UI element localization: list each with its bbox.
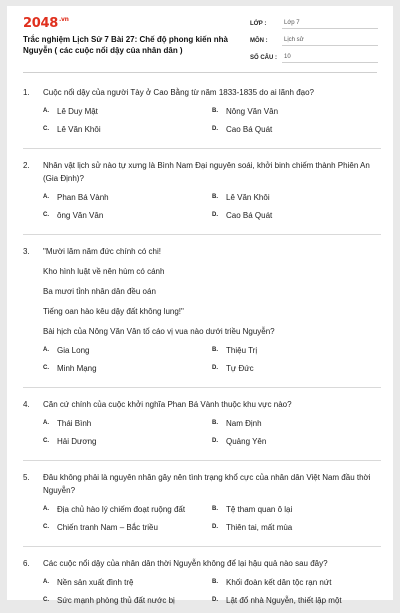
answer-option[interactable] xyxy=(212,595,381,606)
question-list xyxy=(23,76,381,613)
option-letter: D. xyxy=(212,126,218,132)
option-text: Thiên tai, mất mùa xyxy=(226,523,293,532)
answer-option[interactable] xyxy=(43,363,212,374)
question-divider xyxy=(23,546,381,547)
answer-option[interactable] xyxy=(212,192,381,203)
answer-options xyxy=(43,106,381,142)
option-text: Thái Bình xyxy=(57,419,92,428)
answer-option[interactable] xyxy=(212,436,381,447)
meta-label: SỐ CÂU : xyxy=(250,55,277,61)
question-line: Ba mươi tỉnh nhân dân đều oán xyxy=(43,287,156,296)
option-text: Cao Bá Quát xyxy=(226,125,273,134)
option-letter: A. xyxy=(43,420,49,426)
option-letter: D. xyxy=(212,365,218,371)
question-divider xyxy=(23,234,381,235)
meta-value: Lớp 7 xyxy=(282,20,378,29)
option-text: Khối đoàn kết dân tộc rạn nứt xyxy=(226,578,332,587)
question-line: Bài hịch của Nông Văn Vân tố cáo vị vua nào dưới triều Nguyễn? xyxy=(43,327,275,336)
option-letter: A. xyxy=(43,506,49,512)
question-text: "Mười lăm năm đức chính có chi! xyxy=(43,247,161,256)
question-header xyxy=(23,398,381,411)
option-text: Lê Duy Mật xyxy=(57,107,98,116)
option-text: Nền sản xuất đình trệ xyxy=(57,578,134,587)
answer-options xyxy=(43,418,381,454)
worksheet-page xyxy=(7,6,393,605)
header-divider xyxy=(23,72,377,73)
option-text: Chiến tranh Nam – Bắc triều xyxy=(57,523,158,532)
logo-text: 2048 xyxy=(23,16,58,31)
question-2 xyxy=(23,159,381,235)
option-text: Quảng Yên xyxy=(226,437,267,446)
answer-option[interactable] xyxy=(43,345,212,356)
option-letter: D. xyxy=(212,597,218,603)
answer-option[interactable] xyxy=(212,504,381,515)
answer-option[interactable] xyxy=(212,124,381,135)
logo-suffix: .vn xyxy=(58,16,69,23)
question-number: 2. xyxy=(23,161,30,170)
option-letter: B. xyxy=(212,347,218,353)
answer-option[interactable] xyxy=(43,210,212,221)
option-letter: B. xyxy=(212,194,218,200)
answer-option[interactable] xyxy=(43,106,212,117)
question-text: Nhân vật lịch sử nào tự xưng là Bình Nam Đại nguyên soái, khởi binh chiếm thành Phiên An (Gia Định)? xyxy=(43,161,370,183)
question-text: Đâu không phải là nguyên nhân gây nên tình trạng khổ cực của nhân dân Việt Nam đầu thời Nguyễn? xyxy=(43,473,371,495)
option-text: Tệ tham quan ô lại xyxy=(226,505,293,514)
question-6 xyxy=(23,557,381,613)
site-logo[interactable] xyxy=(23,16,69,31)
option-text: Cao Bá Quát xyxy=(226,211,273,220)
answer-option[interactable] xyxy=(43,504,212,515)
option-letter: B. xyxy=(212,506,218,512)
question-3 xyxy=(23,245,381,388)
answer-options xyxy=(43,504,381,540)
question-header xyxy=(23,245,381,258)
option-text: Hải Dương xyxy=(57,437,97,446)
question-divider xyxy=(23,460,381,461)
meta-row-count xyxy=(250,50,378,63)
question-number: 4. xyxy=(23,400,30,409)
option-letter: B. xyxy=(212,579,218,585)
option-letter: C. xyxy=(43,212,49,218)
answer-option[interactable] xyxy=(212,210,381,221)
option-letter: D. xyxy=(212,524,218,530)
option-letter: A. xyxy=(43,347,49,353)
answer-option[interactable] xyxy=(212,418,381,429)
answer-option[interactable] xyxy=(43,192,212,203)
question-number: 3. xyxy=(23,247,30,256)
answer-option[interactable] xyxy=(43,577,212,588)
page-title: Trắc nghiệm Lịch Sử 7 Bài 27: Chế độ phong kiến nhà Nguyễn ( các cuộc nổi dậy của nhân dân ) xyxy=(23,35,228,55)
meta-row-subject xyxy=(250,33,378,46)
option-text: Lê Văn Khôi xyxy=(57,125,101,134)
answer-options xyxy=(43,192,381,228)
answer-option[interactable] xyxy=(43,418,212,429)
question-divider xyxy=(23,387,381,388)
option-letter: C. xyxy=(43,597,49,603)
question-line: Tiếng oan hào kêu dậy đất không lung!" xyxy=(43,307,184,316)
meta-label: LỚP : xyxy=(250,21,267,27)
option-letter: C. xyxy=(43,365,49,371)
question-header xyxy=(23,557,381,570)
question-text: Cuộc nổi dậy của người Tày ở Cao Bằng từ năm 1833-1835 do ai lãnh đạo? xyxy=(43,88,315,97)
option-text: Lê Văn Khôi xyxy=(226,193,270,202)
question-number: 5. xyxy=(23,473,30,482)
option-letter: D. xyxy=(212,438,218,444)
answer-option[interactable] xyxy=(212,522,381,533)
option-letter: A. xyxy=(43,194,49,200)
meta-value: 10 xyxy=(282,54,378,63)
answer-option[interactable] xyxy=(43,595,212,606)
option-letter: C. xyxy=(43,438,49,444)
option-text: Nông Văn Vân xyxy=(226,107,279,116)
option-text: Địa chủ hào lý chiếm đoạt ruộng đất xyxy=(57,505,186,514)
question-line: Kho hình luật về nên hùm có cánh xyxy=(43,267,165,276)
answer-option[interactable] xyxy=(212,106,381,117)
option-text: Sức mạnh phòng thủ đất nước bị xyxy=(57,596,175,605)
option-text: Tự Đức xyxy=(226,364,254,373)
option-text: Thiệu Trị xyxy=(226,346,258,355)
meta-value: Lịch sử xyxy=(282,37,378,46)
option-text: ông Văn Vân xyxy=(57,211,104,220)
option-text: Gia Long xyxy=(57,346,90,355)
answer-option[interactable] xyxy=(43,124,212,135)
answer-options xyxy=(43,345,381,381)
question-1 xyxy=(23,86,381,149)
option-text: Phan Bá Vành xyxy=(57,193,109,202)
question-divider xyxy=(23,148,381,149)
option-text: Minh Mạng xyxy=(57,364,97,373)
option-letter: C. xyxy=(43,126,49,132)
answer-option[interactable] xyxy=(212,363,381,374)
question-header xyxy=(23,159,381,185)
meta-panel xyxy=(250,16,378,67)
option-letter: C. xyxy=(43,524,49,530)
answer-option[interactable] xyxy=(212,577,381,588)
answer-option[interactable] xyxy=(43,436,212,447)
answer-options xyxy=(43,577,381,613)
question-number: 6. xyxy=(23,559,30,568)
question-text: Căn cứ chính của cuộc khởi nghĩa Phan Bá Vành thuộc khu vực nào? xyxy=(43,400,292,409)
worksheet-header xyxy=(7,6,393,72)
option-letter: B. xyxy=(212,108,218,114)
question-number: 1. xyxy=(23,88,30,97)
option-letter: A. xyxy=(43,579,49,585)
answer-option[interactable] xyxy=(212,345,381,356)
meta-row-class xyxy=(250,16,378,29)
meta-label: MÔN : xyxy=(250,38,268,44)
question-text: Các cuộc nổi dậy của nhân dân thời Nguyễn không để lại hậu quả nào sau đây? xyxy=(43,559,328,568)
question-header xyxy=(23,471,381,497)
option-text: Nam Định xyxy=(226,419,262,428)
option-text: Lật đổ nhà Nguyễn, thiết lập một xyxy=(226,596,342,605)
answer-option[interactable] xyxy=(43,522,212,533)
option-letter: D. xyxy=(212,212,218,218)
question-4 xyxy=(23,398,381,461)
question-5 xyxy=(23,471,381,547)
option-letter: B. xyxy=(212,420,218,426)
question-header xyxy=(23,86,381,99)
option-letter: A. xyxy=(43,108,49,114)
